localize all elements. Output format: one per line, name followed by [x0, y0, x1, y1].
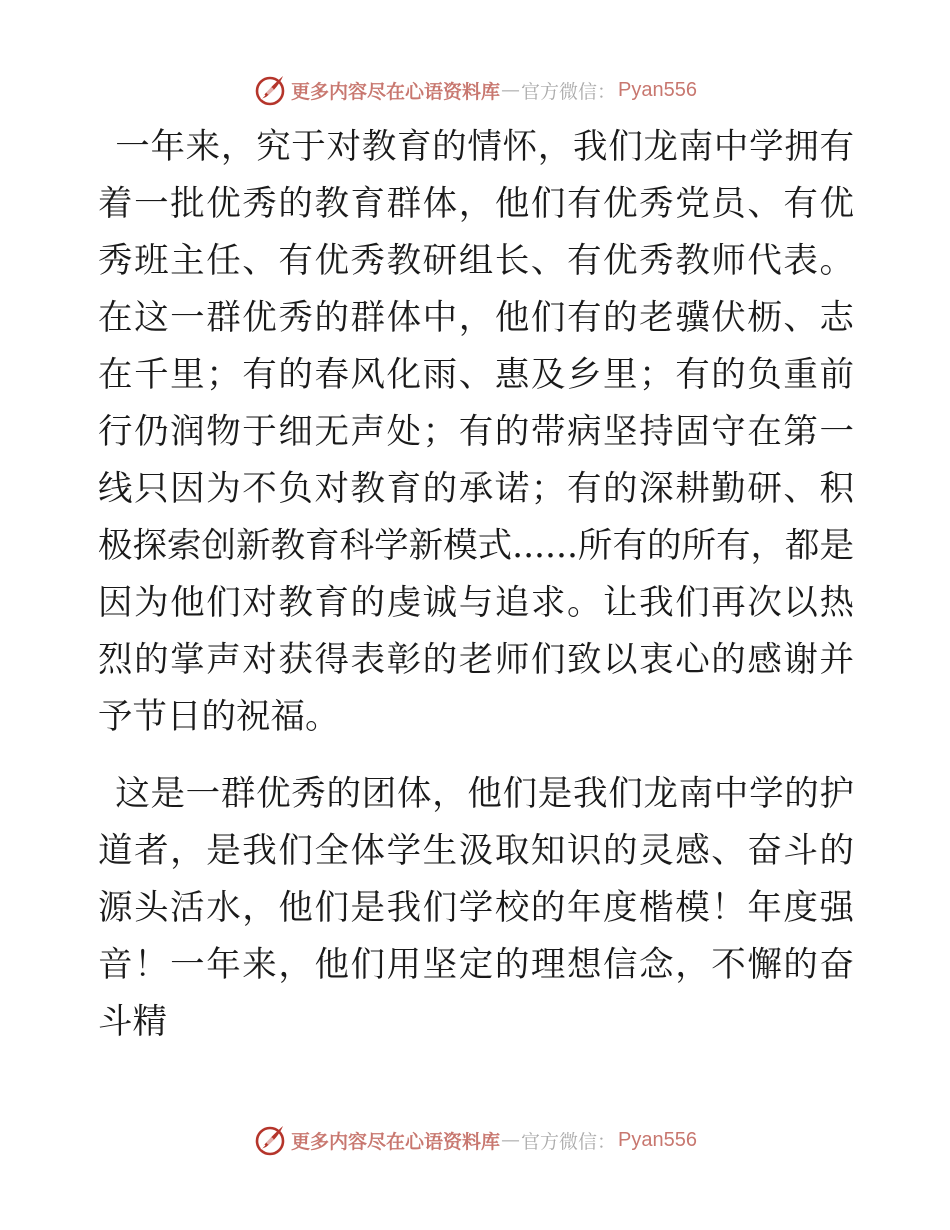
footer-banner-content — [253, 1123, 697, 1157]
header-banner-separator: — — [501, 79, 521, 101]
paragraph-2: 这是一群优秀的团体，他们是我们龙南中学的护道者，是我们全体学生汲取知识的灵感、奋斗的源头活水，他们是我们学校的年度楷模！年度强音！一年来，他们用坚定的理想信念，不懈的奋斗精 — [98, 774, 854, 1042]
paragraph-1: 一年来，究于对教育的情怀，我们龙南中学拥有着一批优秀的教育群体，他们有优秀党员、有优秀班主任、有优秀教研组长、有优秀教师代表。在这一群优秀的群体中，他们有的老骥伏枥、志在千里；有的春风化雨、惠及乡里；有的负重前行仍润物于细无声处；有的带病坚持固守在第一线只因为不负对教育的承诺；有的深耕勤研、积极探索创新教育科学新模式......所有的所有，都是因为他们对教育的虔诚与追求。让我们再次以热烈的掌声对获得表彰的老师们致以衷心的感谢并予节日的祝福。 — [98, 127, 854, 737]
header-banner-content — [253, 73, 697, 107]
footer-banner — [0, 1120, 950, 1160]
quill-pen-logo-icon — [253, 1123, 287, 1157]
document-body — [98, 119, 854, 1051]
footer-banner-separator: — — [501, 1129, 521, 1151]
header-banner — [0, 70, 950, 110]
footer-banner-account-id: Pyan556 — [618, 1128, 697, 1151]
footer-banner-main-text: 更多内容尽在心语资料库 — [291, 1130, 501, 1153]
quill-pen-logo-icon — [253, 73, 287, 107]
header-banner-main-text: 更多内容尽在心语资料库 — [291, 80, 501, 103]
footer-banner-sub-text: 官方微信： — [521, 1130, 617, 1153]
header-banner-account-id: Pyan556 — [618, 78, 697, 101]
header-banner-sub-text: 官方微信： — [521, 80, 617, 103]
